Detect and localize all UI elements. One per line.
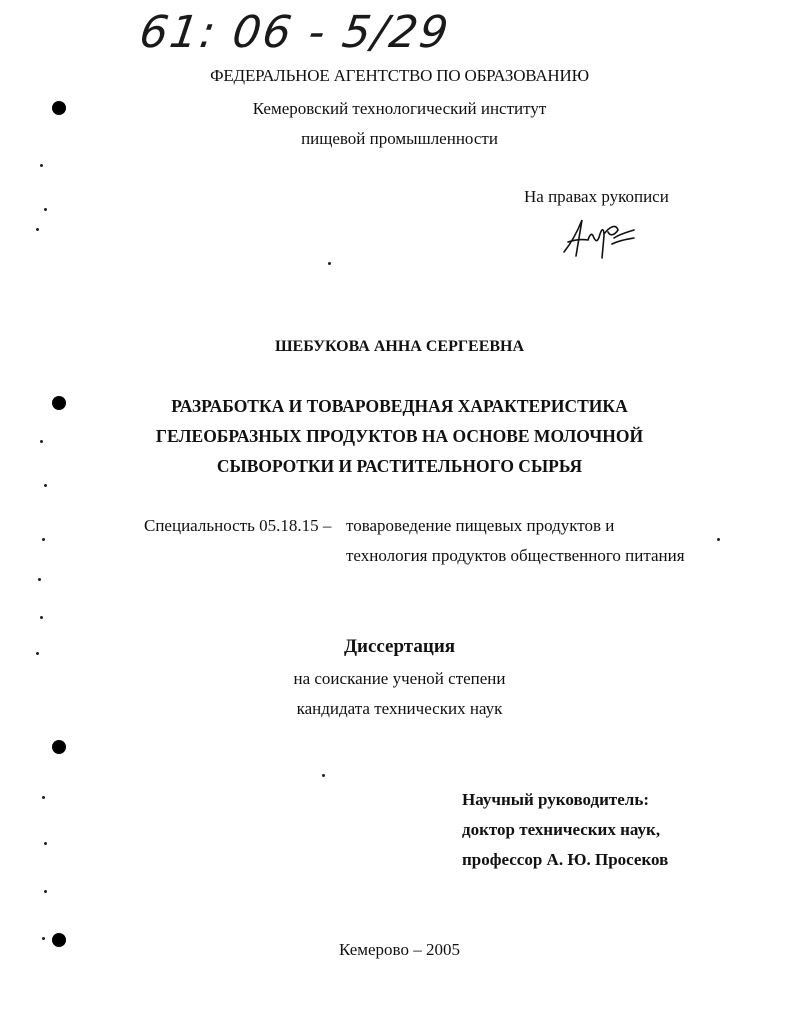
scan-speck	[40, 616, 43, 619]
agency-name: ФЕДЕРАЛЬНОЕ АГЕНТСТВО ПО ОБРАЗОВАНИЮ	[210, 66, 589, 85]
specialty-line1: товароведение пищевых продуктов и	[346, 516, 615, 535]
degree-purpose-line2: кандидата технических наук	[296, 699, 503, 718]
scan-speck	[40, 164, 43, 167]
rights-note: На правах рукописи	[524, 187, 669, 206]
dissertation-title-line2: ГЕЛЕОБРАЗНЫХ ПРОДУКТОВ НА ОСНОВЕ МОЛОЧНОЙ	[155, 426, 644, 446]
city-year: Кемерово – 2005	[339, 940, 460, 959]
handwritten-archive-code: 61: 06 - 5/29	[136, 7, 454, 58]
dissertation-title-line3: СЫВОРОТКИ И РАСТИТЕЛЬНОГО СЫРЬЯ	[216, 456, 583, 476]
scan-speck	[717, 538, 720, 541]
supervisor-label: Научный руководитель:	[462, 790, 649, 809]
scan-speck	[42, 937, 45, 940]
scan-speck	[44, 484, 47, 487]
specialty-label: Специальность 05.18.15 –	[144, 516, 332, 535]
scan-speck	[322, 774, 325, 777]
author-name: ШЕБУКОВА АННА СЕРГЕЕВНА	[274, 338, 525, 355]
dissertation-title-line1: РАЗРАБОТКА И ТОВАРОВЕДНАЯ ХАРАКТЕРИСТИКА	[171, 396, 628, 416]
degree-purpose-line1: на соискание ученой степени	[293, 669, 506, 688]
scan-speck	[36, 228, 39, 231]
work-type: Диссертация	[343, 636, 456, 657]
punch-hole	[52, 101, 66, 115]
supervisor-degree: доктор технических наук,	[462, 820, 661, 839]
scan-speck	[44, 208, 47, 211]
punch-hole	[52, 740, 66, 754]
institute-name-line2: пищевой промышленности	[301, 129, 498, 148]
specialty-line2: технология продуктов общественного питания	[346, 546, 685, 565]
punch-hole	[52, 396, 66, 410]
scan-speck	[38, 578, 41, 581]
scan-speck	[42, 538, 45, 541]
scan-speck	[44, 842, 47, 845]
scan-speck	[42, 796, 45, 799]
handwritten-signature	[558, 212, 638, 264]
institute-name-line1: Кемеровский технологический институт	[252, 99, 547, 118]
scan-speck	[328, 262, 331, 265]
scan-speck	[36, 652, 39, 655]
punch-hole	[52, 933, 66, 947]
supervisor-name: профессор А. Ю. Просеков	[462, 850, 669, 869]
scan-speck	[44, 890, 47, 893]
scan-speck	[40, 440, 43, 443]
